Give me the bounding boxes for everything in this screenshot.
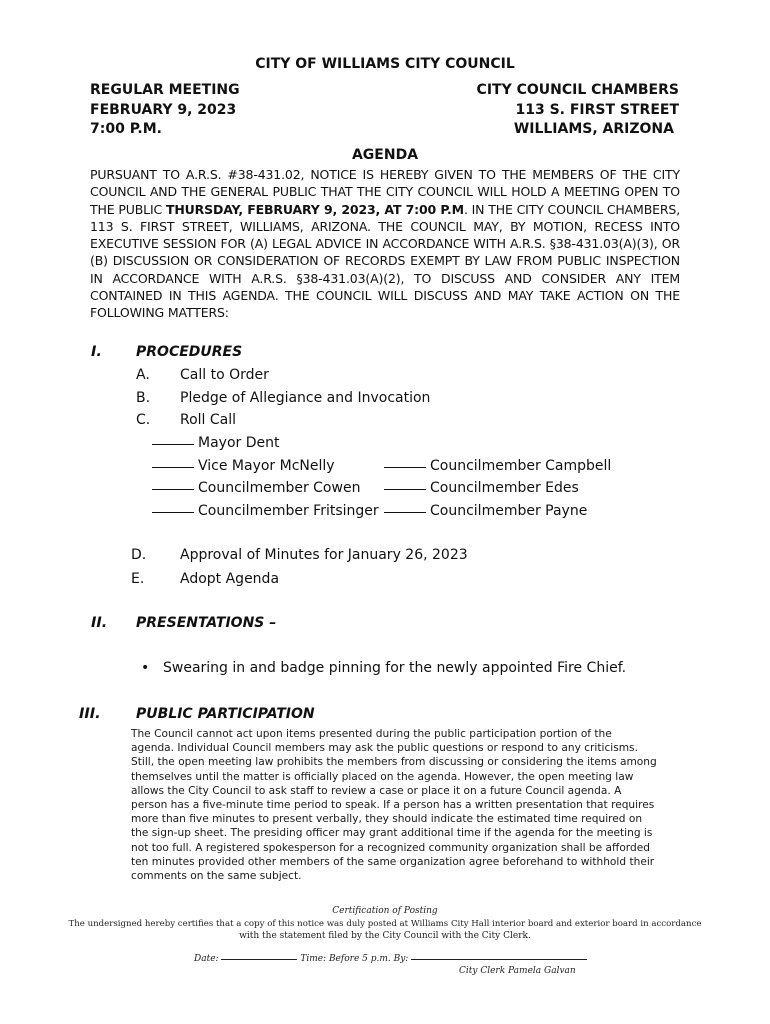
meeting-type: REGULAR MEETING bbox=[90, 82, 240, 98]
attendance-blank bbox=[152, 511, 194, 513]
roll-call-name: Councilmember Payne bbox=[430, 503, 588, 519]
public-participation-text: The Council cannot act upon items presented during the public participation portion of the agenda. Individual Council members may ask the public questions or respond to any criticisms. Still, the open meeting law prohibits the members from discussing or considering the items among themselves until the matter is officially placed on the agenda. However, the open meeting law allows the City Council to ask staff to review a case or place it on a future Council agenda. A person has a five-minute time period to speak. If a person has a written presentation that requires more than five minutes to present verbally, they should indicate the estimated time required on the sign-up sheet. The presiding officer may grant additional time if the agenda for the meeting is not too full. A registered spokesperson for a recognized community organization shall be afforded ten minutes provided other members of the same organization agree beforehand to withhold their comments on the same subject. bbox=[131, 728, 657, 883]
certification-heading: Certification of Posting bbox=[332, 906, 438, 916]
item-b-text: Pledge of Allegiance and Invocation bbox=[180, 390, 431, 406]
public-notice bbox=[90, 166, 680, 322]
section-2-title: PRESENTATIONS – bbox=[136, 615, 277, 631]
roll-call-name: Councilmember Campbell bbox=[430, 458, 612, 474]
roll-call-right-1 bbox=[384, 458, 611, 474]
roll-call-mayor bbox=[152, 435, 279, 451]
certification-signature-line bbox=[194, 954, 587, 964]
item-d-text: Approval of Minutes for January 26, 2023 bbox=[180, 547, 468, 563]
section-3-number: III. bbox=[79, 706, 101, 722]
item-e-letter: E. bbox=[131, 571, 145, 587]
roll-call-left-3 bbox=[152, 503, 379, 519]
attendance-blank bbox=[384, 488, 426, 490]
roll-call-left-1 bbox=[152, 458, 335, 474]
notice-text-2: . IN THE CITY COUNCIL CHAMBERS, 113 S. FIRST STREET, WILLIAMS, ARIZONA. THE COUNCIL MAY, BY MOTION, RECESS INTO EXECUTIVE SESSION FOR (A) LEGAL ADVICE IN ACCORDANCE WITH A.R.S. §38-431.03(A)(3), OR (B) DISCUSSION OR CONSIDERATION OF RECORDS EXEMPT BY LAW FROM PUBLIC INSPECTION IN ACCORDANCE WITH A.R.S. §38-431.03(A)(2), TO DISCUSS AND CONSIDER ANY ITEM CONTAINED IN THIS AGENDA. THE COUNCIL WILL DISCUSS AND MAY TAKE ACTION ON THE FOLLOWING MATTERS: bbox=[90, 201, 681, 321]
date-field bbox=[221, 958, 297, 960]
signature-field bbox=[411, 958, 587, 960]
item-c-letter: C. bbox=[136, 412, 151, 428]
meeting-info bbox=[90, 81, 240, 140]
document-title: CITY OF WILLIAMS CITY COUNCIL bbox=[255, 56, 515, 72]
meeting-time: 7:00 P.M. bbox=[90, 121, 162, 137]
signer-name: City Clerk Pamela Galvan bbox=[459, 966, 576, 976]
date-label: Date: bbox=[194, 954, 219, 964]
attendance-blank bbox=[384, 511, 426, 513]
section-3-title: PUBLIC PARTICIPATION bbox=[136, 706, 315, 722]
presentation-item: Swearing in and badge pinning for the newly appointed Fire Chief. bbox=[163, 660, 627, 676]
roll-call-name: Mayor Dent bbox=[198, 435, 280, 451]
location-city: WILLIAMS, ARIZONA bbox=[513, 121, 674, 137]
attendance-blank bbox=[152, 488, 194, 490]
time-label: Time: Before 5 p.m. bbox=[300, 954, 391, 964]
item-e-text: Adopt Agenda bbox=[180, 571, 280, 587]
meeting-location bbox=[477, 81, 679, 140]
item-a-letter: A. bbox=[136, 367, 150, 383]
by-label: By: bbox=[393, 954, 409, 964]
attendance-blank bbox=[152, 466, 194, 468]
roll-call-name: Councilmember Edes bbox=[430, 480, 579, 496]
certification-line-1: The undersigned hereby certifies that a copy of this notice was duly posted at Williams City Hall interior board and exterior board in accordance bbox=[68, 919, 702, 929]
item-a-text: Call to Order bbox=[180, 367, 269, 383]
roll-call-right-2 bbox=[384, 480, 579, 496]
meeting-date: FEBRUARY 9, 2023 bbox=[90, 101, 237, 118]
roll-call-name: Vice Mayor McNelly bbox=[198, 458, 335, 474]
item-d-letter: D. bbox=[131, 547, 147, 563]
attendance-blank bbox=[384, 466, 426, 468]
roll-call-right-3 bbox=[384, 503, 587, 519]
section-1-number: I. bbox=[91, 344, 102, 360]
location-street: 113 S. FIRST STREET bbox=[515, 101, 679, 118]
notice-meeting-datetime: THURSDAY, FEBRUARY 9, 2023, AT 7:00 P.M bbox=[165, 201, 464, 217]
roll-call-left-2 bbox=[152, 480, 360, 496]
item-b-letter: B. bbox=[136, 390, 151, 406]
item-c-text: Roll Call bbox=[180, 412, 237, 428]
section-1-title: PROCEDURES bbox=[136, 344, 243, 360]
notice-text-1: PURSUANT TO A.R.S. #38-431.02, NOTICE IS HEREBY GIVEN TO THE MEMBERS OF THE CITY COUNCIL AND THE GENERAL PUBLIC THAT THE CITY COUNCIL WILL HOLD A MEETING OPEN TO THE PUBLIC bbox=[90, 167, 680, 217]
bullet-icon: • bbox=[141, 660, 150, 676]
certification-line-2: with the statement filed by the City Council with the City Clerk. bbox=[239, 931, 531, 941]
location-room: CITY COUNCIL CHAMBERS bbox=[476, 82, 679, 98]
roll-call-name: Councilmember Fritsinger bbox=[198, 503, 379, 519]
agenda-heading: AGENDA bbox=[351, 147, 419, 163]
section-2-number: II. bbox=[91, 615, 108, 631]
roll-call-name: Councilmember Cowen bbox=[198, 480, 361, 496]
attendance-blank bbox=[152, 443, 194, 445]
